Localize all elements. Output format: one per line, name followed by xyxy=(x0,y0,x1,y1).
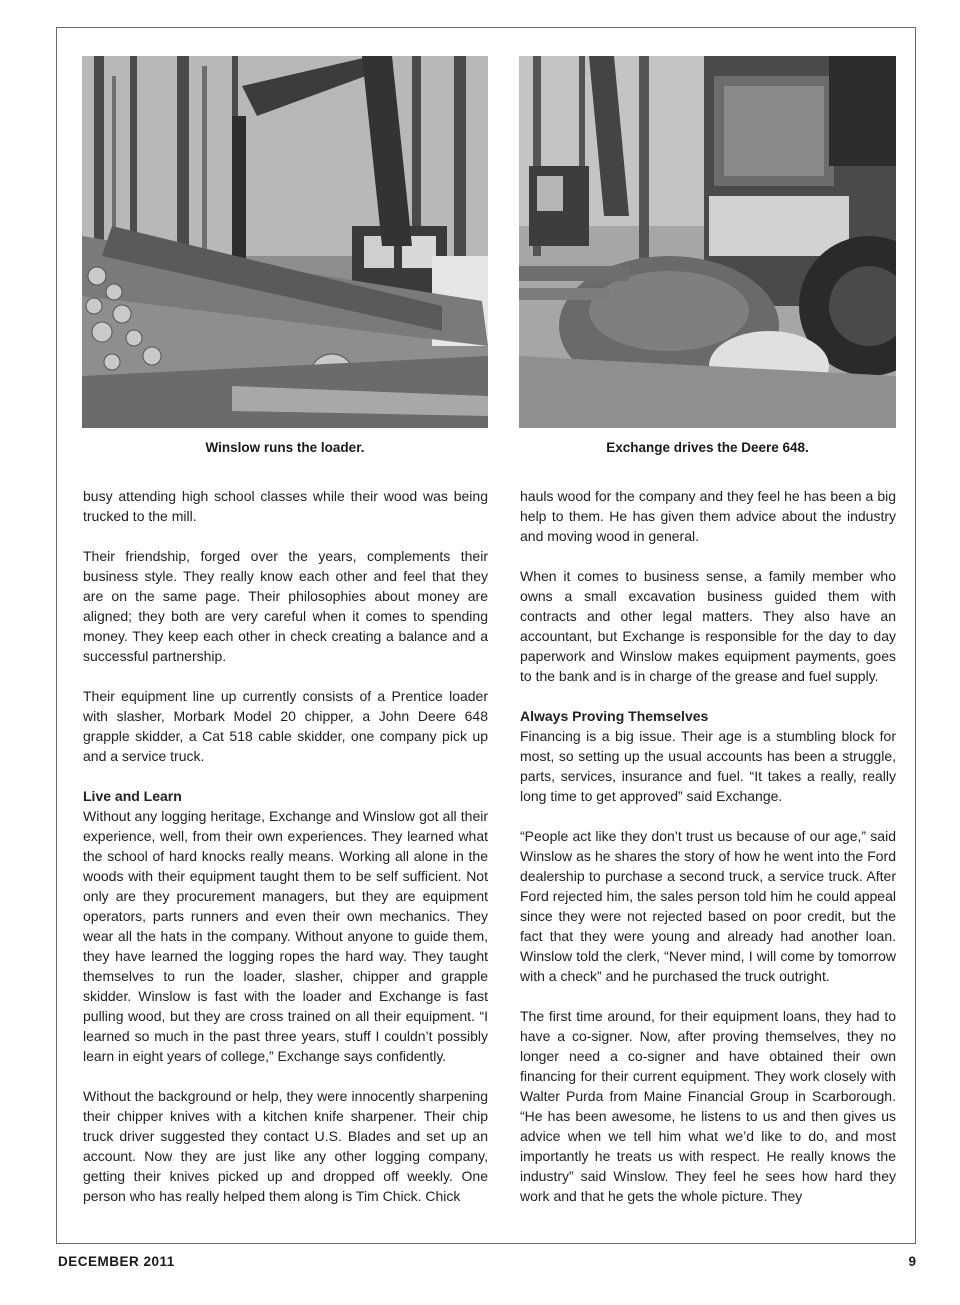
article-column-left xyxy=(83,486,488,1226)
paragraph: Their equipment line up currently consists of a Prentice loader with slasher, Morbark Model 20 chipper, a John Deere 648 grapple skidder, a Cat 518 cable skidder, one company pick up and a service truck. xyxy=(83,688,488,764)
footer-issue-date: DECEMBER 2011 xyxy=(58,1254,175,1269)
paragraph: Financing is a big issue. Their age is a stumbling block for most, so setting up the usual accounts has been a struggle, parts, services, insurance and fuel. “It takes a really, really long time to get approved” said Exchange. xyxy=(520,728,896,804)
paragraph: When it comes to business sense, a family member who owns a small excavation business guided them with contracts and other legal matters. They also have an accountant, but Exchange is responsible for the day to day paperwork and Winslow makes equipment payments, goes to the bank and is in charge of the grease and fuel supply. xyxy=(520,568,896,684)
paragraph: busy attending high school classes while their wood was being trucked to the mill. xyxy=(83,488,488,524)
paragraph: Their friendship, forged over the years, complements their business style. They really know each other and feel that they are on the same page. Their philosophies about money are aligned; they both are very careful when it comes to spending money. They keep each other in check creating a balance and a successful partnership. xyxy=(83,548,488,664)
article-column-right xyxy=(520,486,896,1226)
caption-skidder: Exchange drives the Deere 648. xyxy=(606,440,809,455)
paragraph: “People act like they don’t trust us because of our age,” said Winslow as he shares the story of how he went into the Ford dealership to purchase a second truck, a service truck. After Ford rejected him, the sales person told him he could appeal since they were not rejected based on poor credit, but the fact that they were young and already had another loan. Winslow told the clerk, “Never mind, I will come by tomorrow with a check” and he purchased the truck outright. xyxy=(520,828,896,984)
paragraph: Without any logging heritage, Exchange and Winslow got all their experience, well, from their own experiences. They learned what the school of hard knocks really means. Working all alone in the woods with their equipment taught them to be self sufficient. Not only are they procurement managers, but they are equipment operators, parts runners and even their own mechanics. They wear all the hats in the company. Without anyone to guide them, they have learned the logging ropes the hard way. They taught themselves to run the loader, slasher, chipper and grapple skidder. Winslow is fast with the loader and Exchange is fast pulling wood, but they are cross trained on all their equipment. “I learned so much in the past three years, stuff I couldn’t possibly learn in eight years of college,” Exchange says confidently. xyxy=(83,808,488,1064)
section-heading-live-and-learn: Live and Learn xyxy=(83,788,182,804)
paragraph: The first time around, for their equipment loans, they had to have a co-signer. Now, after proving themselves, they no longer need a co-signer and have obtained their own financing for their current equipment. They work closely with Walter Purda from Maine Financial Group in Scarborough. “He has been awesome, he listens to us and then gives us advice when we tell him what we’d like to do, and most importantly he treats us with respect. He really knows the industry” said Winslow. They feel he sees how hard they work and that he gets the whole picture. They xyxy=(520,1008,896,1204)
section-heading-always-proving-themselves: Always Proving Themselves xyxy=(520,708,709,724)
photo-loader xyxy=(82,56,488,428)
paragraph: hauls wood for the company and they feel he has been a big help to them. He has given them advice about the industry and moving wood in general. xyxy=(520,488,896,544)
photo-skidder xyxy=(519,56,896,428)
caption-loader: Winslow runs the loader. xyxy=(205,440,365,455)
paragraph: Without the background or help, they were innocently sharpening their chipper knives with a kitchen knife sharpener. Their chip truck driver suggested they contact U.S. Blades and set up an account. Now they are just like any other logging company, getting their knives picked up and dropped off weekly. One person who has really helped them along is Tim Chick. Chick xyxy=(83,1088,488,1204)
footer-page-number: 9 xyxy=(908,1254,916,1269)
